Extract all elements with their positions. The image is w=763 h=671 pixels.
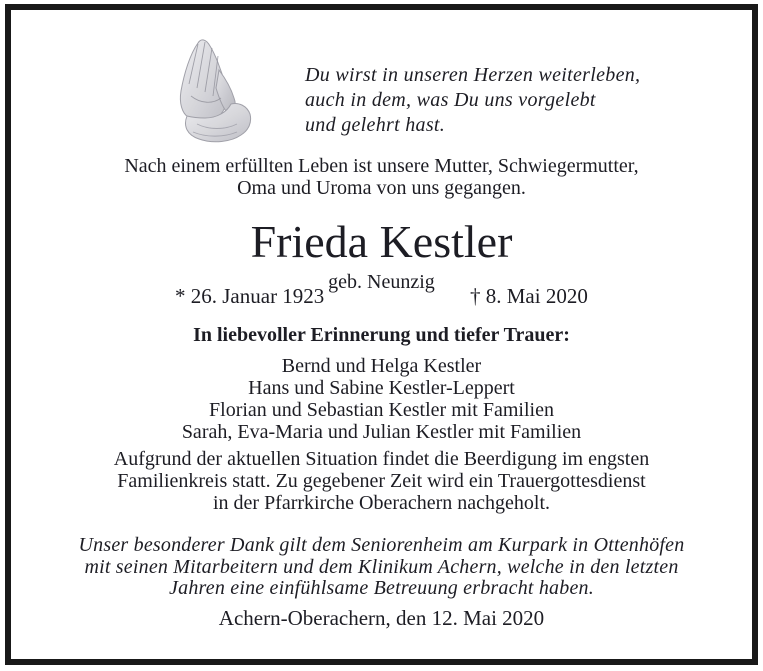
acknowledgement-text: [11, 535, 752, 600]
mourner-line: Florian und Sebastian Kestler mit Familien: [209, 399, 554, 421]
mourner-line: Hans und Sabine Kestler-Leppert: [248, 377, 515, 399]
deceased-name: Frieda Kestler: [250, 216, 513, 267]
maiden-name: geb. Neunzig: [328, 271, 435, 293]
intro-text-line: Nach einem erfüllten Leben ist unsere Mutter, Schwiegermutter,: [124, 155, 639, 177]
mourners-list: [11, 355, 752, 443]
praying-hands-icon: [161, 36, 267, 150]
funeral-info-line: Aufgrund der aktuellen Situation findet die Beerdigung im engsten: [113, 448, 650, 470]
notice-frame: [5, 4, 758, 665]
life-dates-row: [11, 284, 752, 308]
memorial-quote-line: und gelehrt hast.: [305, 114, 446, 136]
intro-text-line: Oma und Uroma von uns gegangen.: [237, 177, 526, 199]
memorial-quote-line: auch in dem, was Du uns vorgelebt: [305, 89, 596, 111]
place-date-line: Achern-Oberachern, den 12. Mai 2020: [218, 606, 545, 630]
acknowledgement-line: Unser besonderer Dank gilt dem Seniorenheim am Kurpark in Ottenhöfen: [78, 534, 685, 556]
birth-date: * 26. Januar 1923: [175, 284, 325, 308]
death-date: † 8. Mai 2020: [470, 284, 588, 308]
mourner-line: Sarah, Eva-Maria und Julian Kestler mit Familien: [181, 421, 582, 443]
funeral-info: [11, 448, 752, 514]
praying-hands-image: [161, 36, 267, 150]
acknowledgement-line: Jahren eine einfühlsame Betreuung erbracht haben.: [169, 577, 594, 599]
acknowledgement-line: mit seinen Mitarbeitern und dem Klinikum Achern, welche in den letzten: [84, 555, 679, 578]
funeral-info-line: Familienkreis statt. Zu gegebener Zeit wird ein Trauergottesdienst: [117, 470, 646, 492]
mourner-line: Bernd und Helga Kestler: [281, 355, 482, 377]
mourning-heading: In liebevoller Erinnerung und tiefer Trauer:: [193, 324, 570, 346]
intro-text: [11, 155, 752, 199]
funeral-info-line: in der Pfarrkirche Oberachern nachgeholt.: [212, 492, 551, 514]
memorial-quote-line: Du wirst in unseren Herzen weiterleben,: [305, 64, 641, 86]
memorial-quote: [305, 63, 640, 138]
